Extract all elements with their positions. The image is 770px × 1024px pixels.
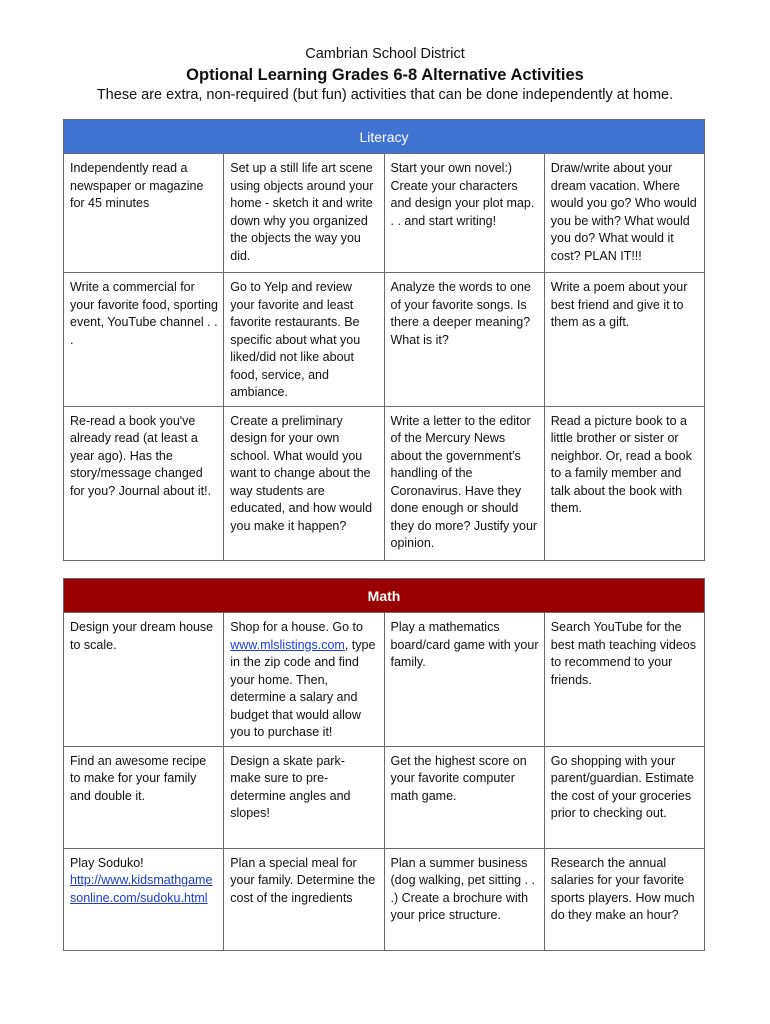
sudoku-link-part1[interactable]: http://www.kidsmathgame: [70, 873, 213, 887]
activity-cell: Play a mathematics board/card game with your family.: [384, 613, 544, 747]
activity-cell: Search YouTube for the best math teaching videos to recommend to your friends.: [544, 613, 704, 747]
sudoku-link-part2[interactable]: sonline.com/sudoku.html: [70, 890, 208, 905]
activity-cell: Independently read a newspaper or magazine for 45 minutes: [64, 154, 224, 273]
activity-cell: Design a skate park- make sure to pre-determine angles and slopes!: [224, 746, 384, 848]
activity-cell: Write a letter to the editor of the Mercury News about the government's handling of the Coronavirus. Have they done enough or should they do more? Justify your opinion.: [384, 406, 544, 560]
activity-cell: Go shopping with your parent/guardian. Estimate the cost of your groceries prior to checking out.: [544, 746, 704, 848]
activity-text: Shop for a house. Go to: [230, 620, 363, 634]
math-heading: Math: [64, 579, 705, 613]
activity-cell: Write a poem about your best friend and give it to them as a gift.: [544, 273, 704, 407]
activity-cell: Write a commercial for your favorite food, sporting event, YouTube channel . . .: [64, 273, 224, 407]
table-row: [64, 613, 705, 747]
activity-cell: Draw/write about your dream vacation. Where would you go? Who would you be with? What would you do? What would it cost? PLAN IT!!!: [544, 154, 704, 273]
activity-cell: Create a preliminary design for your own school. What would you want to change about the way students are educated, and how would you make it happen?: [224, 406, 384, 560]
literacy-table: [63, 119, 705, 561]
activity-text: , type in the zip code and find your home. Then, determine a salary and budget that would allow you to purchase it!: [230, 637, 376, 739]
page-title: Optional Learning Grades 6-8 Alternative Activities: [186, 66, 584, 84]
activity-cell: [224, 613, 384, 747]
activity-cell: Find an awesome recipe to make for your family and double it.: [64, 746, 224, 848]
activity-cell: Plan a summer business (dog walking, pet sitting . . .) Create a brochure with your price structure.: [384, 848, 544, 950]
activity-cell: [64, 848, 224, 950]
activity-cell: Re-read a book you've already read (at least a year ago). Has the story/message changed for you? Journal about it!.: [64, 406, 224, 560]
activity-cell: Get the highest score on your favorite computer math game.: [384, 746, 544, 848]
table-row: [64, 848, 705, 950]
table-row: [64, 273, 705, 407]
activity-cell: Read a picture book to a little brother or sister or neighbor. Or, read a book to a family member and talk about the book with them.: [544, 406, 704, 560]
activity-cell: Research the annual salaries for your favorite sports players. How much do they make an hour?: [544, 848, 704, 950]
math-table: [63, 578, 705, 951]
page-subtitle: These are extra, non-required (but fun) activities that can be done independently at home.: [96, 87, 674, 103]
activity-cell: Start your own novel:) Create your characters and design your plot map. . . and start writing!: [384, 154, 544, 273]
literacy-heading: Literacy: [64, 120, 705, 154]
activity-cell: Plan a special meal for your family. Determine the cost of the ingredients: [224, 848, 384, 950]
activity-cell: Design your dream house to scale.: [64, 613, 224, 747]
activity-text: Play Soduko!: [70, 855, 144, 870]
mlslistings-link[interactable]: www.mlslistings.com: [230, 637, 345, 652]
table-row: [64, 746, 705, 848]
sudoku-link[interactable]: [70, 873, 212, 905]
table-row: [64, 406, 705, 560]
table-row: [64, 154, 705, 273]
activity-cell: Set up a still life art scene using objects around your home - sketch it and write down why you organized the objects the way you did.: [224, 154, 384, 273]
activity-cell: Go to Yelp and review your favorite and least favorite restaurants. Be specific about what you liked/did not like about food, service, and ambiance.: [224, 273, 384, 407]
activity-cell: Analyze the words to one of your favorite songs. Is there a deeper meaning? What is it?: [384, 273, 544, 407]
district-name: Cambrian School District: [305, 46, 465, 62]
